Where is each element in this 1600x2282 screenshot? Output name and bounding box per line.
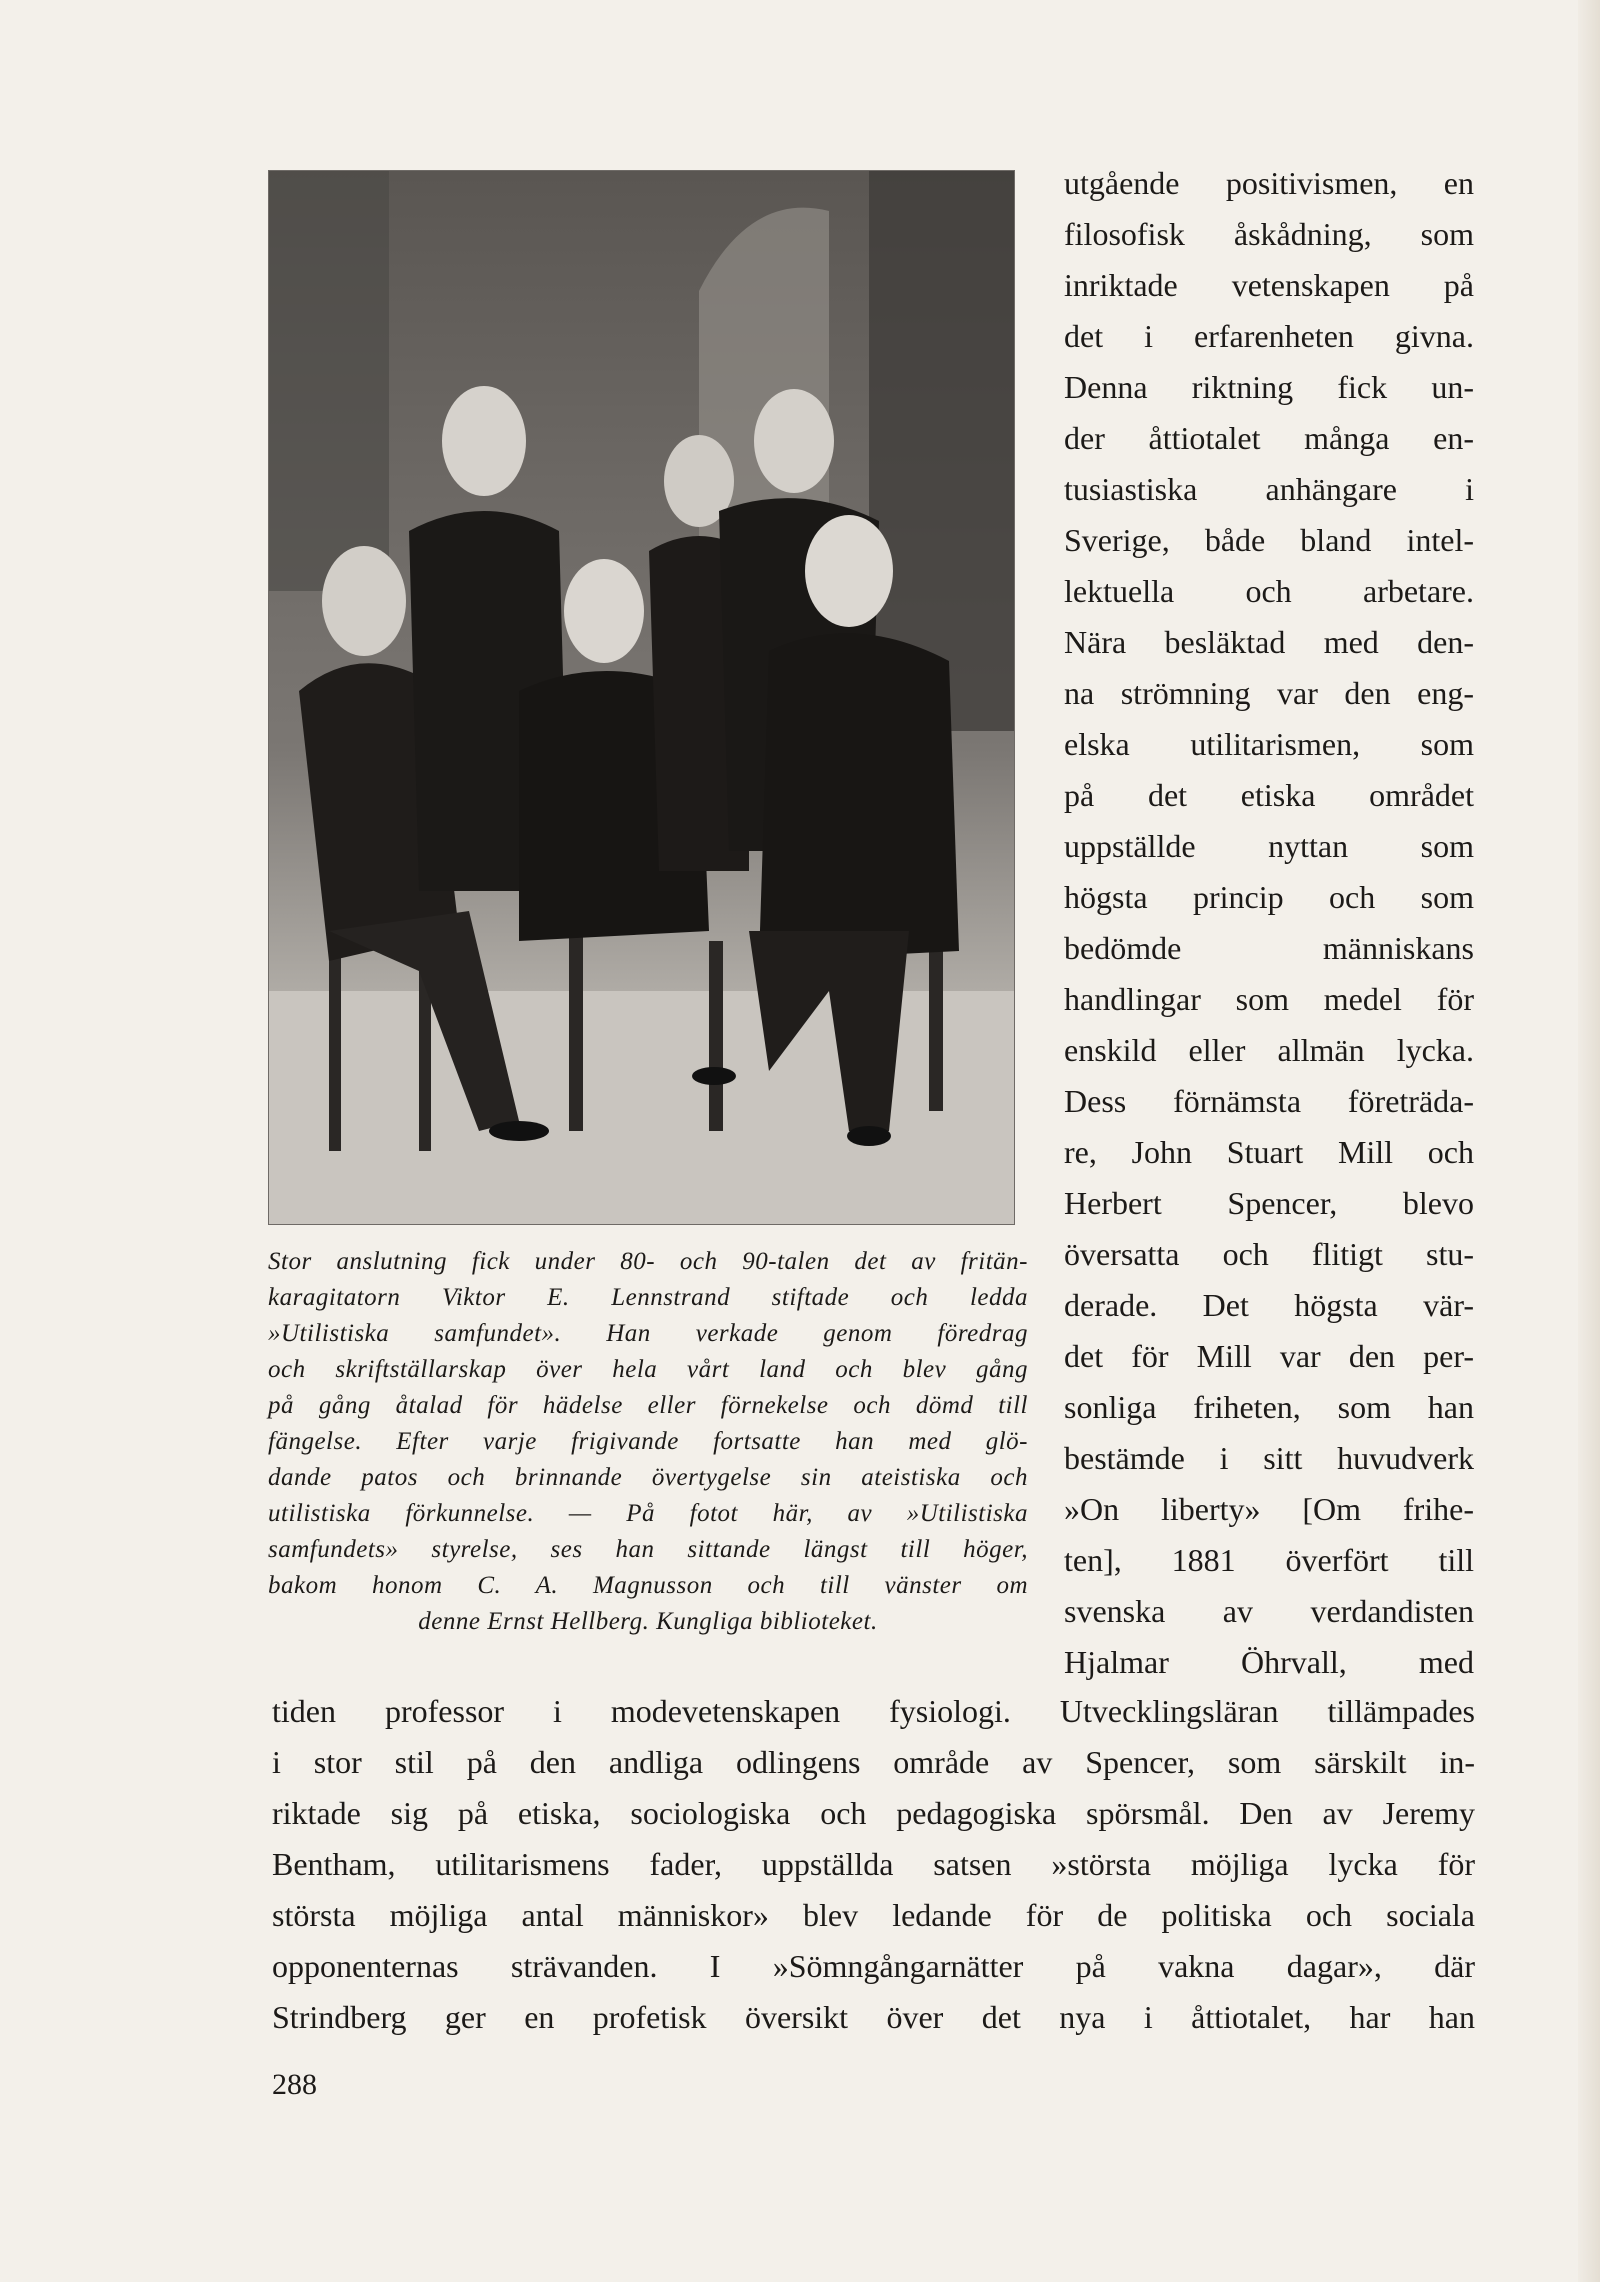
text-line: Strindberg ger en profetisk översikt över det nya i åttiotalet, har han [272, 1999, 1475, 2035]
caption-line: och skriftställarskap över hela vårt land och blev gång [268, 1356, 1028, 1383]
caption-line: Stor anslutning fick under 80- och 90-talen det av fritän- [268, 1248, 1028, 1275]
text-line: enskild eller allmän lycka. [1064, 1032, 1474, 1068]
text-line: lektuella och arbetare. [1064, 573, 1474, 609]
text-line: i stor stil på den andliga odlingens område av Spencer, som särskilt in- [272, 1744, 1475, 1780]
text-line: högsta princip och som [1064, 879, 1474, 915]
caption-line: dande patos och brinnande övertygelse sin ateistiska och [268, 1464, 1028, 1491]
photo-caption [268, 1244, 1028, 1640]
text-line: elska utilitarismen, som [1064, 726, 1474, 762]
right-text-column [1064, 158, 1474, 1688]
text-line: Sverige, både bland intel- [1064, 522, 1474, 558]
text-line: Denna riktning fick un- [1064, 369, 1474, 405]
text-line: re, John Stuart Mill och [1064, 1134, 1474, 1170]
page-edge [1578, 0, 1600, 2282]
text-line: inriktade vetenskapen på [1064, 267, 1474, 303]
caption-line: bakom honom C. A. Magnusson och till vänster om [268, 1572, 1028, 1599]
text-line: der åttiotalet många en- [1064, 420, 1474, 456]
text-line: handlingar som medel för [1064, 981, 1474, 1017]
caption-line: »Utilistiska samfundet». Han verkade genom föredrag [268, 1320, 1028, 1347]
text-line: utgående positivismen, en [1064, 165, 1474, 201]
text-line: Herbert Spencer, blevo [1064, 1185, 1474, 1221]
text-line: bedömde människans [1064, 930, 1474, 966]
text-line: sonliga friheten, som han [1064, 1389, 1474, 1425]
text-line: tusiastiska anhängare i [1064, 471, 1474, 507]
caption-last-line: denne Ernst Hellberg. Kungliga biblioteket. [418, 1608, 878, 1635]
caption-line: karagitatorn Viktor E. Lennstrand stiftade och ledda [268, 1284, 1028, 1311]
text-line: filosofisk åskådning, som [1064, 216, 1474, 252]
text-line: Hjalmar Öhrvall, med [1064, 1644, 1474, 1680]
page-number: 288 [272, 2068, 317, 2101]
text-line: derade. Det högsta vär- [1064, 1287, 1474, 1323]
text-line: Bentham, utilitarismens fader, uppställda satsen »största möjliga lycka för [272, 1846, 1475, 1882]
text-line: på det etiska området [1064, 777, 1474, 813]
full-width-text [272, 1686, 1475, 2043]
text-line: na strömning var den eng- [1064, 675, 1474, 711]
text-line: uppställde nyttan som [1064, 828, 1474, 864]
photo-illustration [269, 171, 1014, 1224]
text-line: bestämde i sitt huvudverk [1064, 1440, 1474, 1476]
text-line: det i erfarenheten givna. [1064, 318, 1474, 354]
text-line: riktade sig på etiska, sociologiska och pedagogiska spörsmål. Den av Jeremy [272, 1795, 1475, 1831]
text-line: opponenternas strävanden. I »Sömngångarnätter på vakna dagar», där [272, 1948, 1475, 1984]
text-line: översatta och flitigt stu- [1064, 1236, 1474, 1272]
text-line: det för Mill var den per- [1064, 1338, 1474, 1374]
caption-line: fängelse. Efter varje frigivande fortsatte han med glö- [268, 1428, 1028, 1455]
caption-line: samfundets» styrelse, ses han sittande längst till höger, [268, 1536, 1028, 1563]
caption-line: utilistiska förkunnelse. — På fotot här, av »Utilistiska [268, 1500, 1028, 1527]
group-photograph [268, 170, 1015, 1225]
text-line: största möjliga antal människor» blev ledande för de politiska och sociala [272, 1897, 1475, 1933]
caption-line: på gång åtalad för hädelse eller förnekelse och dömd till [268, 1392, 1028, 1419]
text-line: Dess förnämsta företräda- [1064, 1083, 1474, 1119]
text-line: tiden professor i modevetenskapen fysiologi. Utvecklingsläran tillämpades [272, 1693, 1475, 1729]
text-line: ten], 1881 överfört till [1064, 1542, 1474, 1578]
text-line: Nära besläktad med den- [1064, 624, 1474, 660]
text-line: svenska av verdandisten [1064, 1593, 1474, 1629]
text-line: »On liberty» [Om frihe- [1064, 1491, 1474, 1527]
